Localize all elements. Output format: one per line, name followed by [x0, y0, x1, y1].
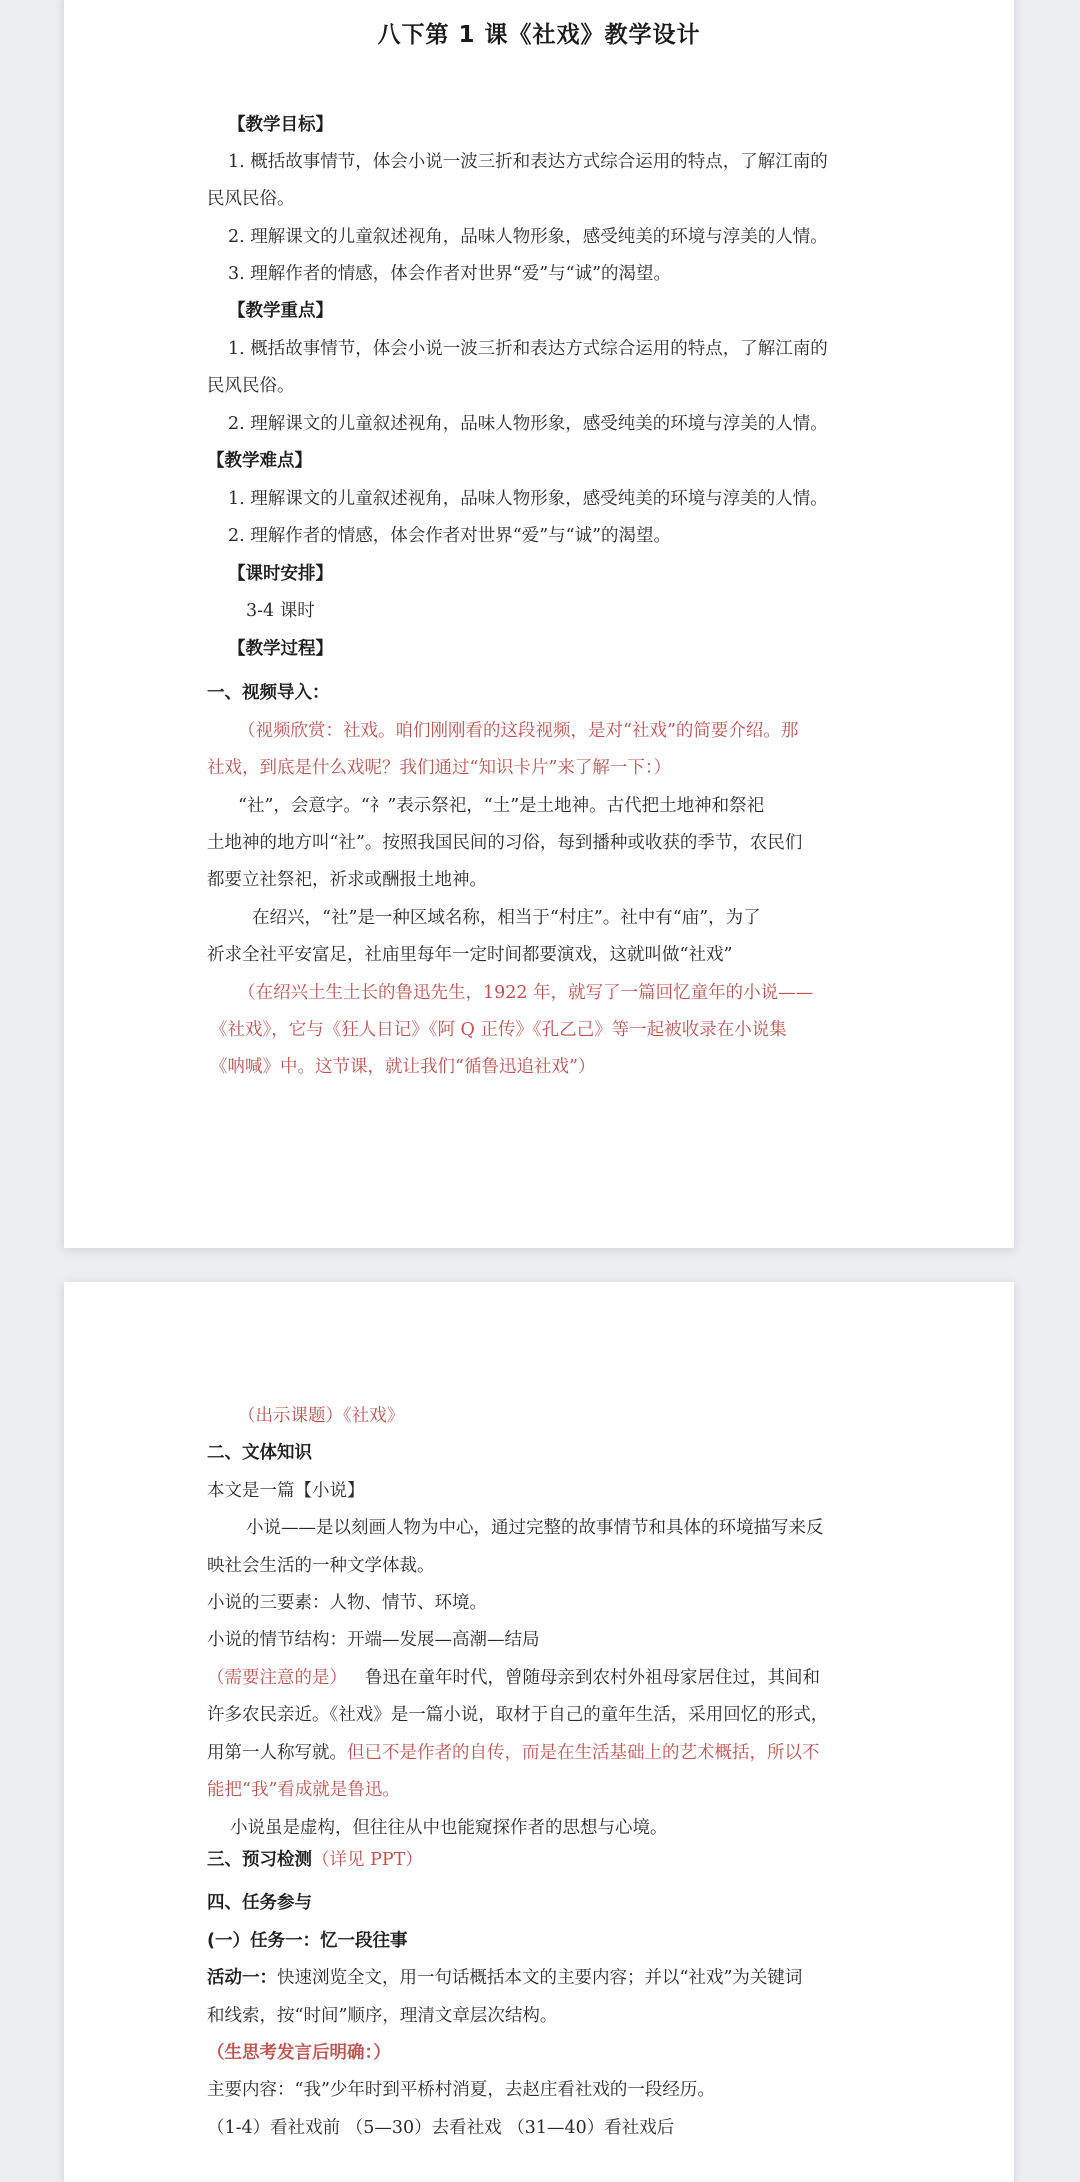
note-line-c-black: 用第一人称写就。	[207, 1743, 347, 1763]
shaoxing-line-a: 在绍兴，“社”是一种区域名称，相当于“村庄”。社中有“庙”，为了	[252, 908, 761, 928]
difficulty-2: 2. 理解作者的情感，体会作者对世界“爱”与“诚”的渴望。	[228, 526, 672, 546]
key-point-1-line-b: 民风民俗。	[207, 376, 295, 396]
section-preview-check	[207, 1848, 423, 1872]
novel-definition-line-b: 映社会生活的一种文学体裁。	[207, 1556, 435, 1576]
activity-1-line-b: 和线索，按“时间”顺序，理清文章层次结构。	[207, 2006, 558, 2026]
she-definition-line-a: “社”，会意字。“礻”表示祭祀，“土”是土地神。古代把土地神和祭祀	[238, 796, 765, 816]
note-line-b: 许多农民亲近。《社戏》是一篇小说，取材于自己的童年生活，采用回忆的形式，	[207, 1705, 829, 1725]
student-note: （生思考发言后明确：）	[207, 2043, 391, 2063]
video-note-line-b: 社戏，到底是什么戏呢？我们通过“知识卡片”来了解一下：）	[207, 758, 672, 778]
shaoxing-line-b: 祈求全社平安富足，社庙里每年一定时间都要演戏，这就叫做“社戏”	[207, 945, 733, 965]
difficulties-heading: 【教学难点】	[207, 451, 312, 471]
note-line-d: 能把“我”看成就是鲁迅。	[207, 1780, 400, 1800]
note-line-c-red: 但已不是作者的自传，而是在生活基础上的艺术概括，所以不	[347, 1743, 820, 1763]
main-content: 主要内容：“我”少年时到平桥村消夏，去赵庄看社戏的一段经历。	[207, 2080, 715, 2100]
key-points-heading: 【教学重点】	[228, 301, 333, 321]
show-title-note: （出示课题）《社戏》	[238, 1406, 405, 1426]
key-point-2: 2. 理解课文的儿童叙述视角，品味人物形象，感受纯美的环境与淳美的人情。	[228, 414, 828, 434]
document-title: 八下第 1 课《社戏》教学设计	[377, 22, 701, 48]
difficulty-1: 1. 理解课文的儿童叙述视角，品味人物形象，感受纯美的环境与淳美的人情。	[228, 489, 828, 509]
note-text: 鲁迅在童年时代，曾随母亲到农村外祖母家居住过，其间和	[365, 1668, 820, 1688]
section-preview-note: （详见 PPT）	[312, 1850, 423, 1870]
she-definition-line-c: 都要立社祭祀，祈求或酬报土地神。	[207, 870, 487, 890]
document-page-1	[64, 0, 1014, 1248]
activity-1-line-a	[207, 1966, 802, 1990]
activity-1-text: 快速浏览全文，用一句话概括本文的主要内容；并以“社戏”为关键词	[277, 1968, 803, 1988]
goals-heading: 【教学目标】	[228, 115, 333, 135]
novel-elements: 小说的三要素：人物、情节、环境。	[207, 1593, 487, 1613]
genre-line: 本文是一篇【小说】	[207, 1481, 365, 1501]
she-definition-line-b: 土地神的地方叫“社”。按照我国民间的习俗，每到播种或收获的季节，农民们	[207, 833, 803, 853]
note-label: （需要注意的是）	[207, 1668, 347, 1688]
structure-parts: （1-4）看社戏前 （5—30）去看社戏 （31—40）看社戏后	[207, 2118, 675, 2138]
goal-2: 2. 理解课文的儿童叙述视角，品味人物形象，感受纯美的环境与淳美的人情。	[228, 227, 828, 247]
luxun-note-line-a: （在绍兴土生土长的鲁迅先生，1922 年，就写了一篇回忆童年的小说——	[238, 983, 814, 1003]
video-note-line-a: （视频欣赏：社戏。咱们刚刚看的这段视频，是对“社戏”的简要介绍。那	[238, 721, 799, 741]
process-heading: 【教学过程】	[228, 639, 333, 659]
novel-definition-line-a: 小说——是以刻画人物为中心，通过完整的故事情节和具体的环境描写来反	[246, 1518, 824, 1538]
note-line-c	[207, 1741, 820, 1765]
section-genre: 二、文体知识	[207, 1443, 312, 1463]
section-video-intro: 一、视频导入：	[207, 683, 330, 703]
schedule-value: 3-4 课时	[246, 601, 315, 621]
task-1-heading: (一）任务一：忆一段往事	[207, 1931, 408, 1951]
document-page-2	[64, 1282, 1014, 2182]
luxun-note-line-c: 《呐喊》中。这节课，就让我们“循鲁迅追社戏”）	[210, 1057, 596, 1077]
schedule-heading: 【课时安排】	[228, 564, 333, 584]
key-point-1-line-a: 1. 概括故事情节，体会小说一波三折和表达方式综合运用的特点，了解江南的	[228, 339, 828, 359]
goal-3: 3. 理解作者的情感，体会作者对世界“爱”与“诚”的渴望。	[228, 264, 672, 284]
section-preview-heading: 三、预习检测	[207, 1850, 312, 1870]
goal-1-line-b: 民风民俗。	[207, 189, 295, 209]
activity-1-label: 活动一：	[207, 1968, 277, 1988]
fiction-line: 小说虽是虚构，但往往从中也能窥探作者的思想与心境。	[230, 1818, 668, 1838]
luxun-note-line-b: 《社戏》，它与《狂人日记》《阿 Q 正传》《孔乙己》等一起被收录在小说集	[210, 1020, 787, 1040]
section-tasks: 四、任务参与	[207, 1893, 312, 1913]
note-line-a	[207, 1666, 820, 1690]
plot-structure: 小说的情节结构：开端—发展—高潮—结局	[207, 1630, 540, 1650]
goal-1-line-a: 1. 概括故事情节，体会小说一波三折和表达方式综合运用的特点，了解江南的	[228, 152, 828, 172]
